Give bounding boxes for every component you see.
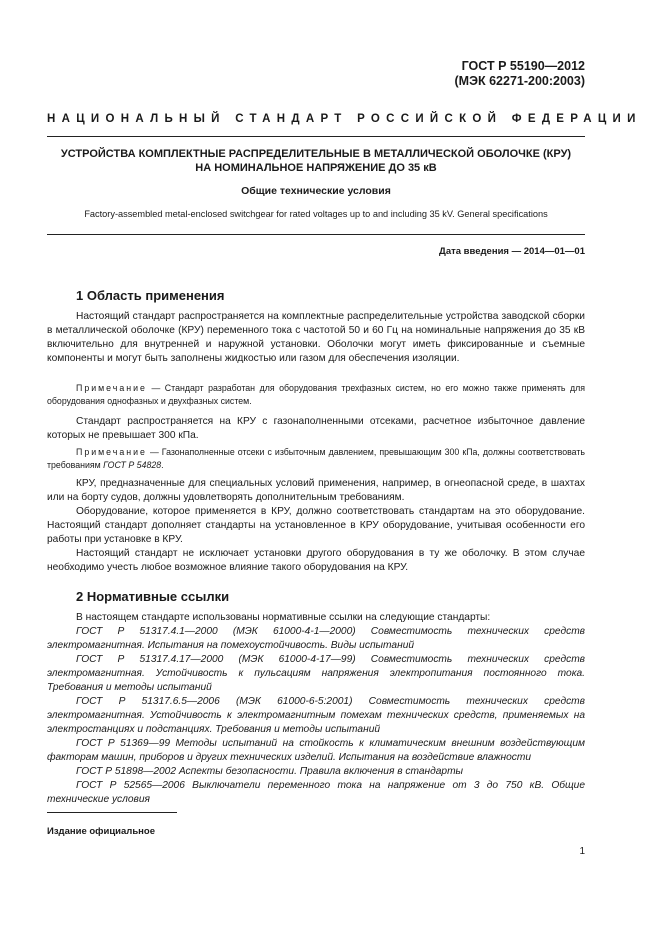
page-number: 1 bbox=[579, 846, 585, 857]
reference-item: ГОСТ Р 51369—99 Методы испытаний на стойкость к климатическим внешним воздействующим факторам машин, приборов и других технических изделий. Испытания на воздействие влажности bbox=[47, 738, 585, 763]
section-1-paragraph-1: Настоящий стандарт распространяется на комплектные распределительные устройства заводской сборки в металлической оболочке (КРУ) переменного тока с частотой 50 и 60 Гц на номинальные напряжения до 35 кВ включительно для внутренней и наружной установки. Оболочки могут иметь фиксированные и съемные компоненты и могут быть заполнены жидкостью или газом для обеспечения изоляции. bbox=[47, 311, 585, 364]
note-label: Примечание bbox=[76, 447, 147, 457]
section-1-note-2: Примечание — Газонаполненные отсеки с избыточным давлением, превышающим 300 кПа, должны соответствовать требованиям ГОСТ Р 54828. bbox=[47, 447, 585, 470]
section-2-references bbox=[47, 611, 585, 807]
section-1-paragraph-2: Стандарт распространяется на КРУ с газонаполненными отсеками, расчетное избыточное давление которых не превышает 300 кПа. bbox=[47, 416, 585, 441]
section-1-paragraph-5: Настоящий стандарт не исключает установки другого оборудования в ту же оболочку. В этом случае необходимо учесть любое возможное влияние такого оборудования на КРУ. bbox=[47, 548, 585, 573]
reference-item: ГОСТ Р 51317.4.17—2000 (МЭК 61000-4-17—99) Совместимость технических средств электромагнитная. Устойчивость к пульсациям напряжения электропитания постоянного тока. Требования и методы испытаний bbox=[47, 654, 585, 693]
official-edition-label: Издание официальное bbox=[47, 826, 155, 837]
standard-code bbox=[455, 59, 585, 89]
section-1-paragraphs-3-5 bbox=[47, 477, 585, 575]
references-intro: В настоящем стандарте использованы нормативные ссылки на следующие стандарты: bbox=[76, 612, 491, 623]
section-1-paragraph-3: КРУ, предназначенные для специальных условий применения, например, в огнеопасной среде, в шахтах или на борту судов, должны удовлетворять дополнительным требованиям. bbox=[47, 478, 585, 503]
footer-rule bbox=[47, 812, 177, 813]
reference-item: ГОСТ Р 52565—2006 Выключатели переменного тока на напряжение от 3 до 750 кВ. Общие технические условия bbox=[47, 780, 585, 805]
reference-item: ГОСТ Р 51317.4.1—2000 (МЭК 61000-4-1—2000) Совместимость технических средств электромагнитная. Испытания на помехоустойчивость. Виды испытаний bbox=[47, 626, 585, 651]
introduction-date: Дата введения — 2014—01—01 bbox=[439, 246, 585, 257]
section-1-note-1: Примечание — Стандарт разработан для оборудования трехфазных систем, но его можно также применять для оборудования однофазных и двухфазных систем. bbox=[47, 383, 585, 406]
reference-item: ГОСТ Р 51898—2002 Аспекты безопасности. Правила включения в стандарты bbox=[76, 766, 464, 777]
reference-item: ГОСТ Р 51317.6.5—2006 (МЭК 61000-6-5:2001) Совместимость технических средств электромагнитная. Устойчивость к электромагнитным помехам технических средств, применяемых на электростанциях и подстанциях. Требования и методы испытаний bbox=[47, 696, 585, 735]
document-title-line1: УСТРОЙСТВА КОМПЛЕКТНЫЕ РАСПРЕДЕЛИТЕЛЬНЫЕ В МЕТАЛЛИЧЕСКОЙ ОБОЛОЧКЕ (КРУ) bbox=[60, 148, 572, 160]
note-label: Примечание bbox=[76, 383, 147, 393]
standard-code-gost: ГОСТ Р 55190—2012 bbox=[461, 59, 585, 73]
document-title bbox=[47, 147, 585, 175]
section-1-heading: 1 Область применения bbox=[76, 288, 225, 303]
national-standard-heading: НАЦИОНАЛЬНЫЙ СТАНДАРТ РОССИЙСКОЙ ФЕДЕРАЦИИ bbox=[47, 113, 642, 125]
document-subtitle: Общие технические условия bbox=[241, 185, 391, 197]
section-1-paragraph-4: Оборудование, которое применяется в КРУ, должно соответствовать стандартам на это оборудование. Настоящий стандарт дополняет стандарты на установленное в КРУ оборудование, учитывая особенности его работы при установке в КРУ. bbox=[47, 506, 585, 545]
english-title: Factory-assembled metal-enclosed switchgear for rated voltages up to and including 35 kV. General specifications bbox=[84, 209, 548, 219]
standard-code-iec: (МЭК 62271-200:2003) bbox=[454, 74, 585, 88]
document-title-line2: НА НОМИНАЛЬНОЕ НАПРЯЖЕНИЕ ДО 35 кВ bbox=[195, 162, 437, 174]
section-2-heading: 2 Нормативные ссылки bbox=[76, 589, 230, 604]
header-rule-bottom bbox=[47, 234, 585, 235]
note-reference: ГОСТ Р 54828 bbox=[103, 460, 162, 470]
header-rule-top bbox=[47, 136, 585, 137]
